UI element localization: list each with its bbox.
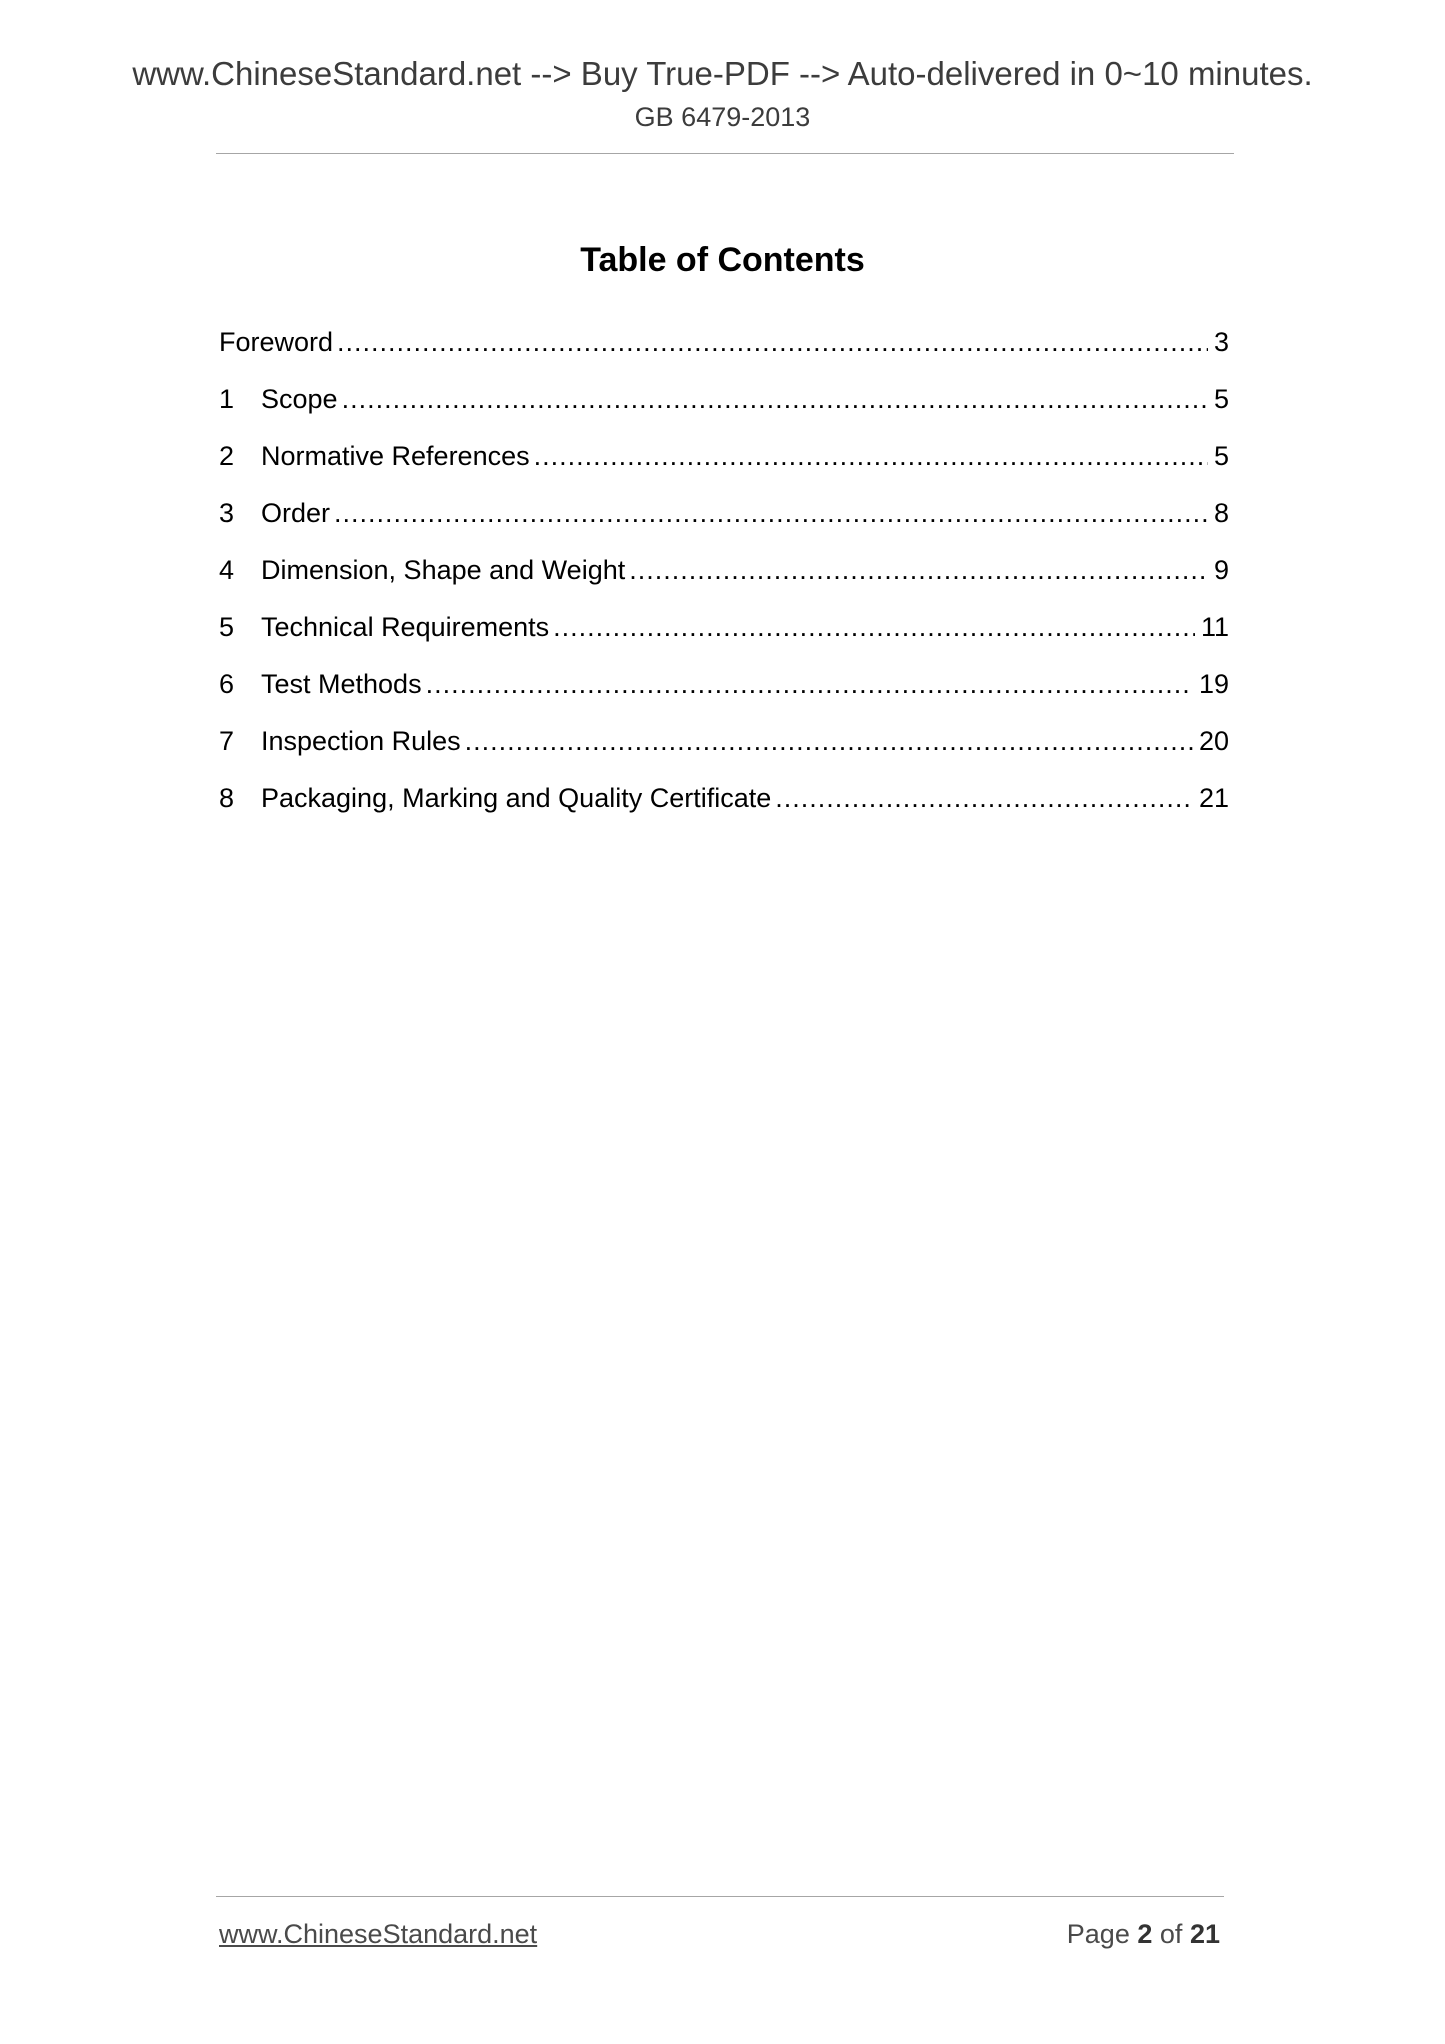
toc-entry-order[interactable] [219,491,1229,548]
toc-section-number: 1 [219,384,235,414]
toc-entry-title: Packaging, Marking and Quality Certificate [261,783,772,813]
toc-entry-normative-references[interactable] [219,434,1229,491]
toc-entry-title: Order [261,498,331,528]
toc-dot-leader [775,776,1193,820]
toc-entry-title: Foreword [219,327,334,357]
toc-section-number: 5 [219,612,235,642]
toc-entry-dimension-shape-weight[interactable] [219,548,1229,605]
page-prefix: Page [1066,1919,1130,1949]
toc-page-number: 20 [1198,726,1229,756]
toc-page-number: 5 [1213,441,1229,471]
table-of-contents [219,320,1229,833]
toc-entry-inspection-rules[interactable] [219,719,1229,776]
header-banner: www.ChineseStandard.net --> Buy True-PDF --> Auto-delivered in 0~10 minutes. [132,55,1313,92]
toc-entry-title: Scope [261,384,338,414]
toc-page-number: 5 [1213,384,1229,414]
page-title: Table of Contents [580,240,865,279]
toc-page-number: 21 [1198,783,1229,813]
toc-section-number: 3 [219,498,235,528]
toc-dot-leader [334,491,1208,535]
toc-page-number: 8 [1213,498,1229,528]
page-indicator [1067,1916,1220,1952]
toc-dot-leader [342,377,1208,421]
current-page-number: 2 [1137,1919,1153,1949]
toc-section-number: 6 [219,669,235,699]
toc-entry-title: Dimension, Shape and Weight [261,555,626,585]
toc-entry-title: Inspection Rules [261,726,461,756]
toc-section-number: 8 [219,783,235,813]
toc-entry-test-methods[interactable] [219,662,1229,719]
toc-entry-packaging-marking[interactable] [219,776,1229,833]
toc-section-number: 7 [219,726,235,756]
toc-entry-title: Normative References [261,441,530,471]
header-divider [216,153,1234,154]
page-of: of [1159,1919,1183,1949]
toc-entry-title: Technical Requirements [261,612,550,642]
toc-page-number: 19 [1198,669,1229,699]
footer-divider [216,1896,1224,1897]
toc-dot-leader [629,548,1208,592]
toc-page-number: 3 [1213,327,1229,357]
toc-dot-leader [337,320,1208,364]
toc-entry-foreword[interactable] [219,320,1229,377]
toc-dot-leader [553,605,1195,649]
toc-dot-leader [426,662,1193,706]
toc-page-number: 11 [1200,612,1229,642]
toc-dot-leader [534,434,1208,478]
toc-page-number: 9 [1213,555,1229,585]
footer-site-link[interactable]: www.ChineseStandard.net [219,1919,538,1949]
toc-entry-title: Test Methods [261,669,422,699]
toc-entry-technical-requirements[interactable] [219,605,1229,662]
toc-entry-scope[interactable] [219,377,1229,434]
total-page-count: 21 [1189,1919,1220,1949]
toc-dot-leader [465,719,1193,763]
toc-section-number: 2 [219,441,235,471]
standard-code: GB 6479-2013 [634,102,811,132]
toc-section-number: 4 [219,555,235,585]
